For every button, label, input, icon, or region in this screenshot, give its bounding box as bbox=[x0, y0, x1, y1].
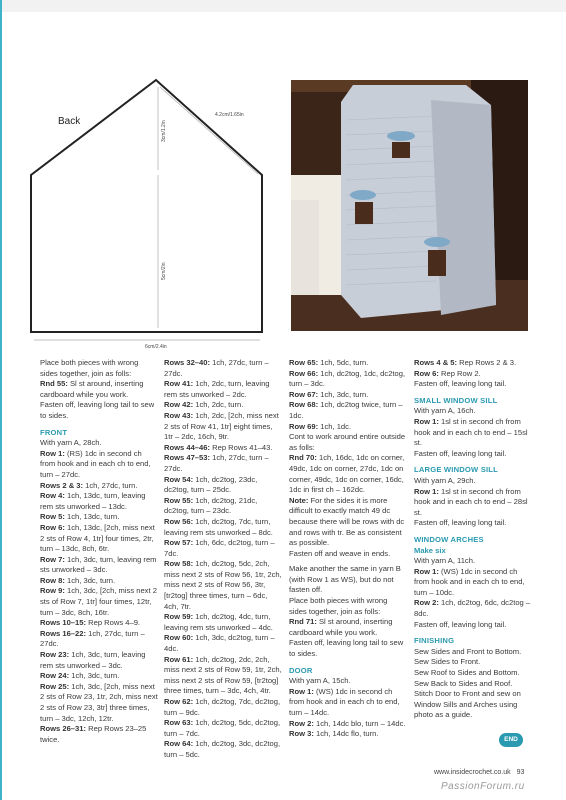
row-text: 1ch, 3dc, turn, leaving rem sts unworked – 3dc. bbox=[40, 650, 146, 670]
paragraph: With yarn A, 28ch. bbox=[40, 438, 102, 448]
instruction-row bbox=[164, 739, 282, 760]
instruction-row bbox=[164, 379, 282, 400]
instruction-row bbox=[289, 358, 407, 369]
row-text: For the sides it is more difficult to exactly match 49 dc because there will be rows with dc and rows with tr. Be as consistent as possible. bbox=[289, 495, 405, 548]
instruction-row bbox=[40, 379, 158, 400]
row-label: Rows 10–15: bbox=[40, 618, 87, 628]
section-subheading: Make six bbox=[414, 545, 446, 555]
row-label: Row 2: bbox=[414, 598, 439, 608]
row-text: 1ch, 1dc. bbox=[318, 421, 352, 431]
instruction-row bbox=[289, 390, 407, 401]
paragraph: Stitch Door to Front and sew on Window Sills and Arches using photo as a guide. bbox=[414, 689, 521, 720]
row-label: Rows 26–31: bbox=[40, 724, 87, 734]
row-label: Row 1: bbox=[40, 448, 65, 458]
section-heading: FRONT bbox=[40, 427, 68, 437]
text-column-4 bbox=[414, 358, 532, 721]
row-text: 1ch, 27dc, turn – 27dc. bbox=[164, 358, 269, 378]
row-text: 1ch, 27dc, turn – 27dc. bbox=[40, 628, 145, 649]
instruction-row bbox=[164, 655, 282, 697]
spacer bbox=[40, 422, 158, 427]
row-label: Note: bbox=[289, 495, 309, 505]
row-text: Rep Row 2. bbox=[438, 368, 481, 378]
roof-height-label: 3cm/1.2in bbox=[161, 120, 167, 142]
row-label: Row 25: bbox=[40, 681, 70, 691]
instruction-row bbox=[414, 567, 532, 599]
row-text: (WS) 1dc in second ch from hook and in each ch to end, turn – 10dc. bbox=[414, 566, 525, 597]
row-text: 1ch, 13dc, turn. bbox=[64, 512, 120, 522]
instruction-row bbox=[40, 576, 158, 587]
section-heading: LARGE WINDOW SILL bbox=[414, 465, 498, 475]
row-label: Row 5: bbox=[40, 512, 65, 522]
section-heading: FINISHING bbox=[414, 636, 455, 646]
row-text: 1ch, 3dc, turn. bbox=[318, 389, 369, 399]
instruction-row bbox=[40, 512, 158, 523]
spacer bbox=[414, 529, 532, 534]
paragraph: Fasten off, leaving long tail. bbox=[414, 619, 507, 629]
instruction-row bbox=[289, 369, 407, 390]
row-label: Row 58: bbox=[164, 559, 194, 569]
instruction-row bbox=[164, 633, 282, 654]
row-label: Row 2: bbox=[289, 718, 314, 728]
footer-url: www.insidecrochet.co.uk bbox=[434, 769, 511, 776]
row-label: Row 62: bbox=[164, 697, 194, 706]
paragraph: With yarn A, 29ch. bbox=[414, 475, 476, 485]
end-badge: END bbox=[499, 733, 523, 747]
row-label: Row 63: bbox=[164, 718, 194, 728]
paragraph: With yarn A, 15ch. bbox=[289, 676, 351, 686]
row-text: 1ch, 3dc, turn, leaving rem sts unworked – 3dc. bbox=[40, 554, 157, 575]
row-text: 1ch, 14dc flo, turn. bbox=[313, 729, 379, 739]
row-text: 1ch, 2dc, [2ch, miss next 2 sts of Row 41, 1tr] eight times, 1tr – 2dc, 16ch, 9tr. bbox=[164, 410, 279, 442]
row-text: 1ch, 5dc, turn. bbox=[318, 358, 369, 367]
instruction-row bbox=[164, 718, 282, 739]
instruction-row bbox=[40, 618, 158, 629]
row-text: (WS) 1dc in second ch from hook and in each ch to end, turn – 14dc. bbox=[289, 686, 400, 717]
wall-height-label: 5cm/2in bbox=[161, 262, 167, 280]
instruction-row bbox=[289, 729, 407, 740]
row-text: 1ch, dc2tog, 2dc, 2ch, miss next 2 sts of Row 59, 1tr, 2ch, miss next 2 sts of Row 59, [tr2tog] three times, turn – 3dc, 4ch, 4tr. bbox=[164, 654, 282, 696]
instruction-row bbox=[289, 719, 407, 730]
instruction-row bbox=[289, 687, 407, 719]
row-label: Row 55: bbox=[164, 495, 194, 505]
row-label: Rows 32–40: bbox=[164, 358, 211, 367]
instruction-row bbox=[164, 559, 282, 612]
instruction-row bbox=[40, 449, 158, 481]
instruction-row bbox=[40, 671, 158, 682]
row-text: 1ch, 3dc, turn. bbox=[69, 671, 120, 681]
row-text: 1ch, dc2tog, 5dc, dc2tog, turn – 7dc. bbox=[164, 718, 281, 738]
instruction-row bbox=[414, 358, 532, 369]
instruction-row bbox=[414, 487, 532, 519]
row-label: Rnd 70: bbox=[289, 453, 317, 463]
paragraph: With yarn A, 16ch. bbox=[414, 406, 476, 416]
row-text: Sl st around, inserting cardboard while you work. bbox=[289, 617, 393, 637]
top-bar bbox=[0, 0, 566, 12]
row-label: Row 64: bbox=[164, 739, 194, 749]
row-label: Rows 2 & 3: bbox=[40, 480, 84, 490]
watermark: PassionForum.ru bbox=[441, 781, 525, 792]
text-column-2 bbox=[164, 358, 282, 761]
paragraph: With yarn A, 11ch. bbox=[414, 556, 476, 566]
row-label: Row 41: bbox=[164, 379, 194, 389]
instruction-row bbox=[164, 496, 282, 517]
row-text: 1ch, 14dc blo, turn – 14dc. bbox=[313, 718, 406, 728]
row-text: 1ch, dc2tog, 1dc, dc2tog, turn – 3dc. bbox=[289, 368, 406, 389]
instruction-row bbox=[40, 629, 158, 650]
page-number: 93 bbox=[516, 769, 525, 776]
instruction-row bbox=[40, 491, 158, 512]
instruction-row bbox=[289, 617, 407, 638]
footer bbox=[434, 769, 524, 776]
row-label: Rows 47–53: bbox=[164, 453, 211, 463]
instruction-row bbox=[40, 523, 158, 555]
instruction-row bbox=[40, 682, 158, 724]
row-label: Row 1: bbox=[414, 566, 439, 576]
row-text: 1ch, 3dc, dc2tog, turn – 4dc. bbox=[164, 633, 275, 654]
row-label: Rnd 71: bbox=[289, 617, 317, 627]
paragraph: Sew Sides to Front. bbox=[414, 657, 481, 667]
paragraph: Place both pieces with wrong sides together, join as folls: bbox=[40, 358, 139, 378]
paragraph: Place both pieces with wrong sides together, join as folls: bbox=[289, 596, 388, 616]
row-label: Row 9: bbox=[40, 586, 65, 596]
row-label: Row 42: bbox=[164, 400, 194, 410]
back-schematic-diagram bbox=[30, 70, 280, 350]
row-label: Row 59: bbox=[164, 612, 194, 622]
row-text: 1ch, dc2tog, 7dc, dc2tog, turn – 9dc. bbox=[164, 697, 281, 717]
spacer bbox=[414, 630, 532, 635]
row-label: Row 3: bbox=[289, 729, 314, 739]
paragraph: Sew Back to Sides and Roof. bbox=[414, 678, 513, 688]
row-label: Row 56: bbox=[164, 516, 194, 526]
instruction-row bbox=[164, 538, 282, 559]
row-text: 1ch, 3dc, turn. bbox=[64, 575, 116, 585]
instruction-row bbox=[289, 496, 407, 549]
instruction-row bbox=[289, 400, 407, 421]
instruction-row bbox=[414, 598, 532, 619]
row-label: Row 6: bbox=[40, 522, 65, 532]
paragraph: Fasten off, leaving long tail. bbox=[414, 518, 507, 528]
row-label: Rows 16–22: bbox=[40, 628, 87, 638]
row-text: 1ch, 2dc, turn, leaving rem sts unworked – 2dc. bbox=[164, 379, 270, 399]
diagram-label-back: Back bbox=[58, 116, 81, 127]
paragraph: Fasten off, leaving long tail to sew to sides. bbox=[289, 638, 404, 659]
row-label: Row 60: bbox=[164, 633, 194, 643]
row-label: Row 67: bbox=[289, 389, 319, 399]
row-label: Row 6: bbox=[414, 368, 439, 378]
instruction-row bbox=[414, 369, 532, 380]
row-text: 1ch, 3dc, [2ch, miss next 2 sts of Row 7, 1tr] four times, 12tr, turn – 3dc, 8ch, 16tr. bbox=[40, 586, 157, 617]
row-label: Row 66: bbox=[289, 368, 319, 378]
spacer bbox=[289, 660, 407, 665]
row-label: Row 1: bbox=[414, 416, 439, 426]
paragraph: Fasten off, leaving long tail. bbox=[414, 448, 507, 458]
row-label: Row 1: bbox=[414, 486, 439, 496]
instruction-row bbox=[164, 612, 282, 633]
row-label: Row 8: bbox=[40, 575, 65, 585]
row-label: Row 23: bbox=[40, 650, 70, 660]
row-text: 1ch, dc2tog, 5dc, 2ch, miss next 2 sts of Row 56, 1tr, 2ch, miss next 2 sts of Row 56, 3tr, [tr2tog] three times, turn – 6dc, 4ch, 7tr. bbox=[164, 559, 282, 611]
spacer bbox=[414, 459, 532, 464]
row-label: Row 57: bbox=[164, 538, 194, 548]
instruction-row bbox=[164, 453, 282, 474]
row-text: 1ch, 3dc, [2ch, miss next 2 sts of Row 23, 1tr, 2ch, miss next 2 sts of Row 23, 3tr] three times, turn – 3dc, 12ch, 12tr. bbox=[40, 681, 158, 723]
row-text: 1ch, dc2tog twice, turn – 1dc. bbox=[289, 400, 403, 420]
instruction-row bbox=[289, 422, 407, 433]
paragraph: Fasten off and weave in ends. bbox=[289, 548, 391, 558]
row-label: Row 69: bbox=[289, 421, 319, 431]
instruction-row bbox=[164, 358, 282, 379]
row-text: (RS) 1dc in second ch from hook and in each ch to end, turn – 27dc. bbox=[40, 448, 151, 479]
text-column-1 bbox=[40, 358, 158, 745]
row-label: Row 24: bbox=[40, 671, 70, 681]
paragraph: Sew Roof to Sides and Bottom. bbox=[414, 668, 520, 678]
row-text: Rep Rows 2 & 3. bbox=[457, 358, 517, 367]
row-text: 1ch, dc2tog, 7dc, turn, leaving rem sts unworked – 8dc. bbox=[164, 516, 273, 537]
crochet-house-photo bbox=[291, 80, 528, 331]
instruction-row bbox=[40, 555, 158, 576]
row-text: 1ch, 27dc, turn – 27dc. bbox=[164, 453, 269, 473]
row-label: Row 68: bbox=[289, 400, 319, 410]
instruction-row bbox=[40, 724, 158, 745]
row-label: Row 7: bbox=[40, 554, 65, 564]
instruction-row bbox=[164, 443, 282, 454]
paragraph: Fasten off, leaving long tail to sew to sides. bbox=[40, 400, 155, 420]
row-text: 1ch, 13dc, [2ch, miss next 2 sts of Row 4, 1tr] four times, 2tr, turn – 13dc, 8ch, 6tr. bbox=[40, 522, 155, 554]
row-label: Row 61: bbox=[164, 654, 194, 664]
row-label: Row 54: bbox=[164, 474, 194, 484]
row-text: 1ch, dc2tog, 3dc, dc2tog, turn – 5dc. bbox=[164, 739, 281, 759]
instruction-row bbox=[164, 475, 282, 496]
row-text: 1ch, dc2tog, 23dc, dc2tog, turn – 25dc. bbox=[164, 474, 258, 495]
instruction-row bbox=[40, 481, 158, 492]
row-text: 1ch, 13dc, turn, leaving rem sts unworked – 13dc. bbox=[40, 491, 146, 511]
row-label: Rnd 55: bbox=[40, 379, 68, 389]
paragraph: Fasten off, leaving long tail. bbox=[414, 379, 507, 389]
section-heading: WINDOW ARCHES bbox=[414, 534, 484, 544]
row-text: 1ch, 16dc, 1dc on corner, 49dc, 1dc on corner, 27dc, 1dc on corner, 49dc, 1dc on corner, 16dc, 1dc in first ch – 162dc. bbox=[289, 453, 405, 495]
instruction-row bbox=[289, 453, 407, 495]
roof-dim-label: 4.2cm/1.65in bbox=[215, 112, 244, 118]
paragraph: Sew Sides and Front to Bottom. bbox=[414, 646, 522, 656]
paragraph: Cont to work around entire outside as folls: bbox=[289, 432, 406, 452]
paragraph: Make another the same in yarn B (with Row 1 as WS), but do not fasten off. bbox=[289, 564, 401, 595]
instruction-row bbox=[414, 417, 532, 449]
row-label: Row 1: bbox=[289, 686, 314, 696]
row-text: 1ch, dc2tog, 6dc, dc2tog – 8dc. bbox=[414, 598, 531, 619]
row-text: 1ch, 6dc, dc2tog, turn – 7dc. bbox=[164, 538, 275, 558]
width-dim-label: 6cm/2.4in bbox=[145, 344, 167, 350]
row-text: Sl st around, inserting cardboard while you work. bbox=[40, 379, 144, 399]
row-text: Rep Rows 4–9. bbox=[86, 618, 141, 628]
section-heading: DOOR bbox=[289, 665, 313, 675]
row-text: 1ch, 27dc, turn. bbox=[83, 480, 138, 490]
page-edge-accent bbox=[0, 0, 2, 800]
row-text: Rep Rows 41–43. bbox=[210, 442, 273, 452]
section-heading: SMALL WINDOW SILL bbox=[414, 395, 498, 405]
row-label: Row 43: bbox=[164, 410, 194, 420]
instruction-row bbox=[40, 586, 158, 618]
roof-dim-arrow bbox=[160, 87, 258, 174]
text-column-3 bbox=[289, 358, 407, 740]
row-label: Row 4: bbox=[40, 491, 65, 501]
instruction-row bbox=[164, 697, 282, 718]
row-text: 1sl st in second ch from hook and in each ch to end – 15sl st. bbox=[414, 416, 528, 448]
row-label: Rows 4 & 5: bbox=[414, 358, 458, 367]
instruction-row bbox=[164, 517, 282, 538]
spacer bbox=[414, 390, 532, 395]
instruction-row bbox=[164, 400, 282, 411]
instruction-row bbox=[40, 650, 158, 671]
row-text: 1ch, 2dc, turn. bbox=[193, 400, 244, 410]
row-text: 1sl st in second ch from hook and in each ch to end – 28sl st. bbox=[414, 486, 528, 517]
row-label: Rows 44–46: bbox=[164, 442, 211, 452]
row-text: 1ch, dc2tog, 4dc, turn, leaving rem sts unworked – 4dc. bbox=[164, 612, 273, 632]
row-text: Rep Rows 23–25 twice. bbox=[40, 724, 147, 744]
row-text: 1ch, dc2tog, 21dc, dc2tog, turn – 23dc. bbox=[164, 495, 258, 516]
instruction-row bbox=[164, 411, 282, 443]
row-label: Row 65: bbox=[289, 358, 319, 367]
